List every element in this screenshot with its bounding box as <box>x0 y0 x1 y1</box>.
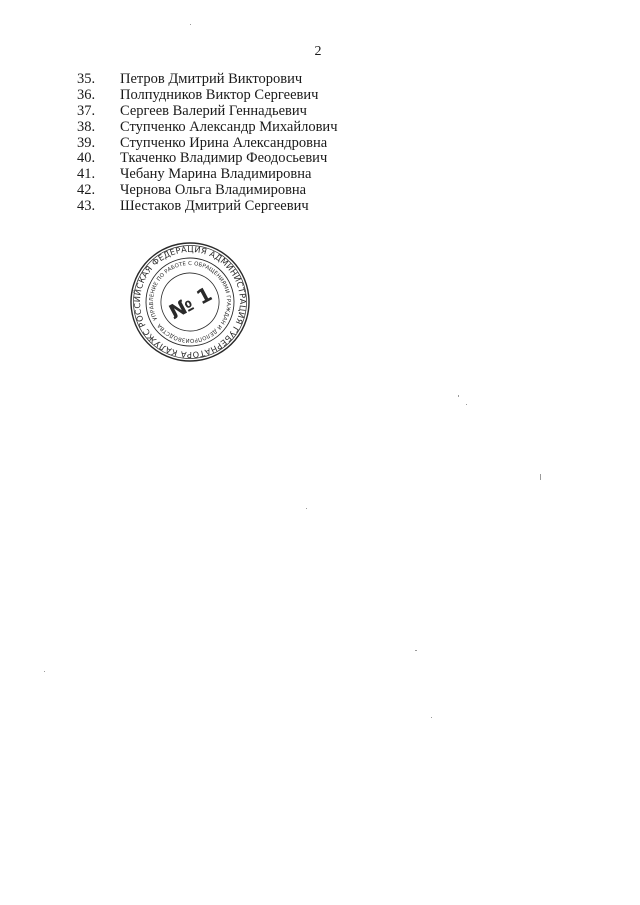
scan-speck <box>190 24 191 25</box>
item-name: Чернова Ольга Владимировна <box>120 182 307 199</box>
list-item <box>77 104 338 120</box>
item-name: Ступченко Александр Михайлович <box>120 118 338 135</box>
item-number: 39. <box>77 134 96 151</box>
scan-speck <box>540 474 541 480</box>
scan-speck <box>458 395 459 397</box>
list-item <box>77 167 338 183</box>
scan-speck <box>44 671 45 672</box>
item-number: 40. <box>77 150 96 167</box>
scan-speck <box>431 717 432 718</box>
official-seal-stamp <box>128 240 252 364</box>
item-name: Полпудников Виктор Сергеевич <box>120 86 319 103</box>
list-item <box>77 199 338 215</box>
item-name: Сергеев Валерий Геннадьевич <box>120 102 307 119</box>
name-list <box>77 72 338 215</box>
list-item <box>77 183 338 199</box>
list-item <box>77 136 338 152</box>
item-name: Чебану Марина Владимировна <box>120 166 312 183</box>
item-number: 37. <box>77 102 96 119</box>
list-item <box>77 88 338 104</box>
item-name: Шестаков Дмитрий Сергеевич <box>120 198 309 215</box>
scan-speck <box>415 650 417 651</box>
item-name: Петров Дмитрий Викторович <box>120 71 303 87</box>
list-item <box>77 120 338 136</box>
list-item <box>77 151 338 167</box>
item-number: 38. <box>77 118 96 135</box>
stamp-number: № 1 <box>164 281 216 325</box>
item-number: 43. <box>77 198 96 215</box>
page-number: 2 <box>314 44 322 59</box>
item-name: Ступченко Ирина Александровна <box>120 134 328 151</box>
item-name: Ткаченко Владимир Феодосьевич <box>120 150 328 167</box>
scan-speck <box>306 508 307 509</box>
scan-speck <box>466 404 467 405</box>
item-number: 41. <box>77 166 96 183</box>
item-number: 36. <box>77 86 96 103</box>
stamp-inner-text: УПРАВЛЕНИЕ ПО РАБОТЕ С ОБРАЩЕНИЯМИ ГРАЖДАН И ДЕЛОПРОИЗВОДСТВА <box>148 260 232 344</box>
list-item <box>77 72 338 88</box>
stamp-outer-text: РОССИЙСКАЯ ФЕДЕРАЦИЯ АДМИНИСТРАЦИЯ ГУБЕРНАТОРА КАЛУЖСКОЙ <box>131 243 249 361</box>
item-number: 35. <box>77 71 96 87</box>
item-number: 42. <box>77 182 96 199</box>
